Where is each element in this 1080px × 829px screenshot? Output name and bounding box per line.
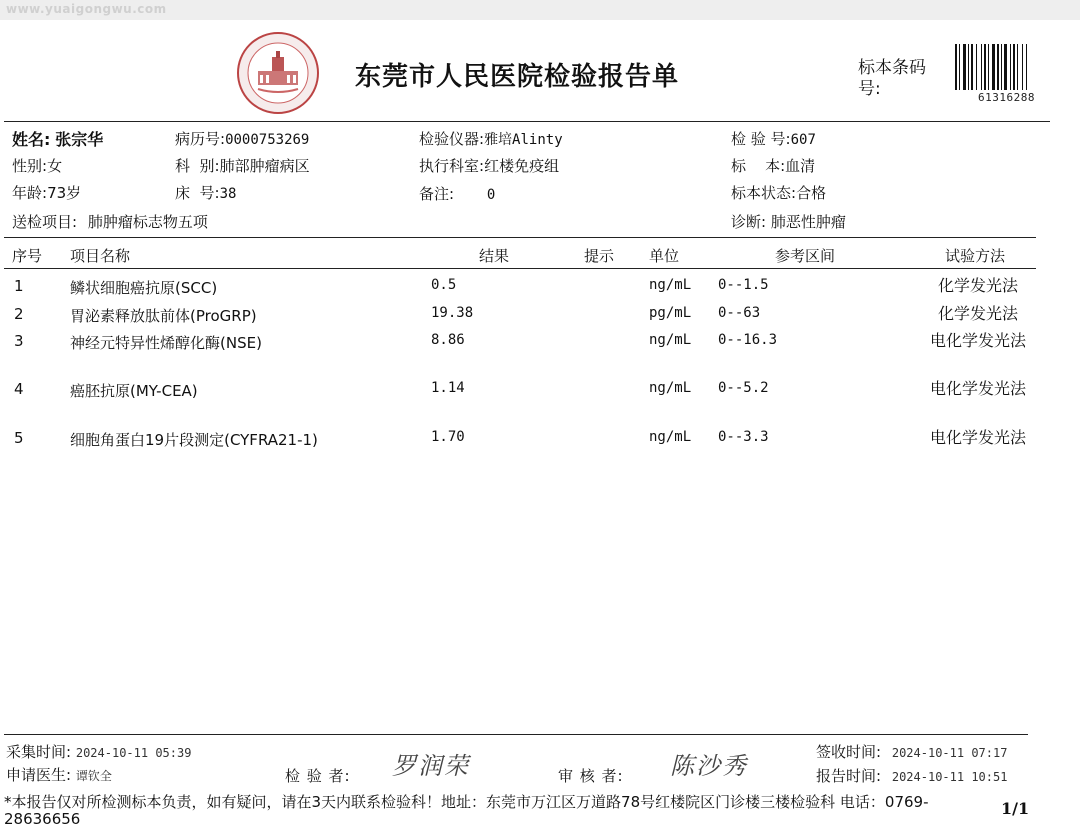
header-divider	[4, 121, 1050, 122]
barcode-bar	[968, 44, 969, 90]
cell-seq: 3	[14, 332, 24, 350]
header-result: 结果	[479, 247, 510, 265]
exec-department: 执行科室:红楼免疫组	[419, 157, 560, 175]
hospital-logo-seal	[236, 31, 320, 115]
cell-method: 电化学发光法	[929, 379, 1026, 398]
cell-name: 神经元特异性烯醇化酶(NSE)	[70, 334, 262, 352]
header-unit: 单位	[649, 247, 680, 265]
cell-unit: ng/mL	[649, 429, 692, 445]
cell-result: 1.70	[431, 429, 465, 445]
barcode-image	[955, 44, 1067, 90]
cell-result: 8.86	[431, 332, 465, 348]
specimen-type: 标 本:血清	[731, 157, 816, 175]
cell-range: 0--5.2	[718, 380, 769, 396]
header-range: 参考区间	[775, 247, 836, 265]
cell-result: 1.14	[431, 380, 465, 396]
barcode-bar	[997, 44, 999, 90]
examiner-signature: 罗润荣	[392, 752, 470, 780]
report-notice: *本报告仅对所检测标本负责，如有疑问，请在3天内联系检验科！地址：东莞市万江区万道路78号红楼院区门诊楼三楼检验科 电话：0769-28636656	[4, 793, 929, 828]
examiner-label: 检 验 者:	[285, 767, 351, 785]
age: 年龄:73岁	[12, 184, 82, 202]
barcode-bar	[1004, 44, 1007, 90]
department: 科 别:肺部肿瘤病区	[175, 157, 310, 175]
cell-seq: 5	[14, 429, 24, 447]
page-indicator: 1/1	[1001, 799, 1030, 818]
barcode-bar	[959, 44, 960, 90]
cell-range: 0--63	[718, 305, 761, 321]
cell-unit: ng/mL	[649, 277, 692, 293]
cell-seq: 1	[14, 277, 24, 295]
cell-method: 化学发光法	[937, 304, 1018, 323]
gender: 性别:女	[12, 157, 63, 175]
barcode-bar	[976, 44, 977, 90]
barcode-bar	[1001, 44, 1002, 90]
barcode-bar	[1017, 44, 1018, 90]
test-items: 送检项目: 肺肿瘤标志物五项	[12, 213, 208, 231]
cell-range: 0--3.3	[718, 429, 769, 445]
diagnosis: 诊断: 肺恶性肿瘤	[731, 213, 846, 231]
reviewer-signature: 陈沙秀	[670, 752, 748, 780]
barcode-bar	[971, 44, 973, 90]
cell-range: 0--16.3	[718, 332, 778, 348]
report-time: 报告时间: 2024-10-11 10:51	[816, 767, 1008, 785]
top-bar	[0, 0, 1080, 20]
collect-time: 采集时间: 2024-10-11 05:39	[6, 743, 192, 761]
footer-divider	[4, 734, 1028, 735]
table-header-divider	[4, 268, 1036, 269]
header-seq: 序号	[12, 247, 43, 265]
cell-method: 化学发光法	[937, 276, 1018, 295]
report-title: 东莞市人民医院检验报告单	[355, 62, 680, 92]
cell-name: 鳞状细胞癌抗原(SCC)	[70, 279, 218, 297]
requesting-doctor: 申请医生: 谭钦全	[6, 766, 112, 784]
barcode-bar	[1013, 44, 1015, 90]
barcode-number: 61316288	[978, 91, 1035, 104]
barcode-bar	[981, 44, 982, 90]
cell-name: 胃泌素释放肽前体(ProGRP)	[70, 307, 257, 325]
header-hint: 提示	[584, 247, 615, 265]
cell-method: 电化学发光法	[929, 428, 1026, 447]
record-number: 病历号:0000753269	[175, 130, 310, 148]
cell-name: 癌胚抗原(MY-CEA)	[70, 382, 198, 400]
barcode-bar	[1022, 44, 1023, 90]
receive-time: 签收时间: 2024-10-11 07:17	[816, 743, 1008, 761]
barcode-bar	[955, 44, 957, 90]
cell-unit: pg/mL	[649, 305, 692, 321]
barcode-label: 标本条码号:	[858, 58, 926, 99]
cell-seq: 4	[14, 380, 24, 398]
table-top-divider	[4, 237, 1036, 238]
patient-name: 姓名: 张宗华	[12, 130, 104, 149]
reviewer-label: 审 核 者:	[558, 767, 624, 785]
specimen-status: 标本状态:合格	[731, 184, 827, 202]
barcode-bar	[1010, 44, 1011, 90]
cell-name: 细胞角蛋白19片段测定(CYFRA21-1)	[70, 431, 318, 449]
cell-seq: 2	[14, 305, 24, 323]
cell-unit: ng/mL	[649, 380, 692, 396]
remark: 备注: 0	[419, 185, 496, 203]
barcode-bar	[992, 44, 995, 90]
barcode-bar	[963, 44, 966, 90]
instrument: 检验仪器:雅培Alinty	[419, 130, 563, 148]
bed-number: 床 号:38	[175, 184, 237, 202]
test-number: 检 验 号:607	[731, 130, 816, 148]
cell-range: 0--1.5	[718, 277, 769, 293]
header-item-name: 项目名称	[70, 247, 131, 265]
header-method: 试验方法	[945, 247, 1006, 265]
barcode-bar	[984, 44, 986, 90]
site-watermark: www.yuaigongwu.com	[6, 2, 167, 16]
cell-unit: ng/mL	[649, 332, 692, 348]
barcode-bar	[1026, 44, 1027, 90]
cell-result: 0.5	[431, 277, 457, 293]
cell-method: 电化学发光法	[929, 331, 1026, 350]
cell-result: 19.38	[431, 305, 474, 321]
barcode-bar	[988, 44, 989, 90]
